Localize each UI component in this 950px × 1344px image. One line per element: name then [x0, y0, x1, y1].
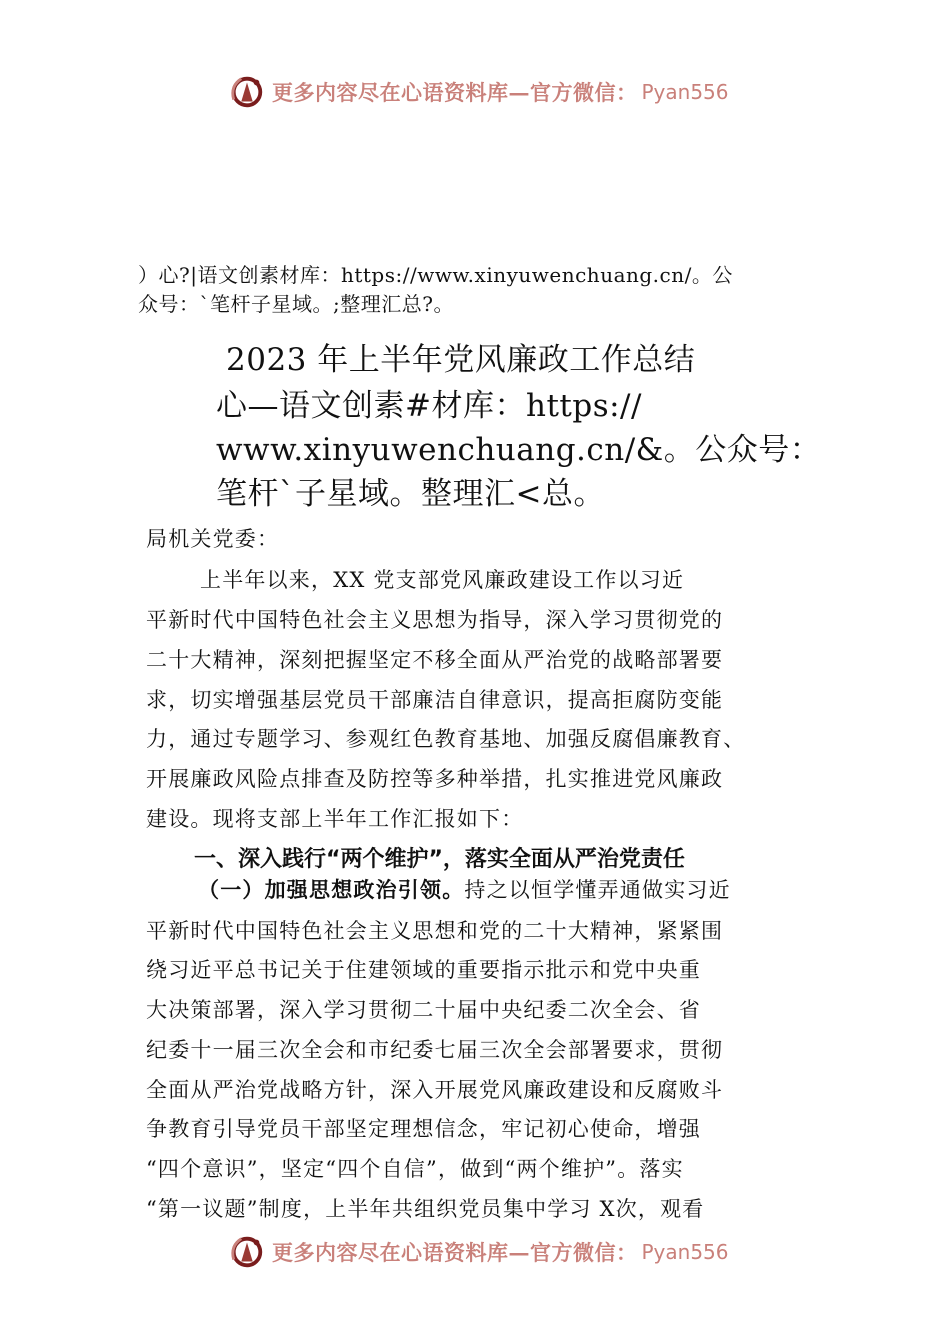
- logo-icon: [228, 73, 266, 111]
- intro-line: 开展廉政风险点排查及防控等多种举措，扎实推进党风廉政: [146, 767, 724, 791]
- title-line-3: www.xinyuwenchuang.cn/&。公众号：: [216, 432, 822, 468]
- section-line: 争教育引导党员干部坚定理想信念，牢记初心使命，增强: [146, 1117, 701, 1141]
- intro-line: 力，通过专题学习、参观红色教育基地、加强反腐倡廉教育、: [146, 727, 746, 751]
- sub-heading: （一）加强思想政治引领。: [198, 878, 465, 902]
- title-line-4: 笔杆`子星域。整理汇<总。: [216, 476, 605, 512]
- source-note-line-2: 众号：`笔杆子星域。;整理汇总?。: [138, 292, 454, 316]
- header-banner: [228, 72, 729, 112]
- section-heading: 一、深入践行“两个维护”，落实全面从严治党责任: [194, 847, 685, 872]
- section-line: 绕习近平总书记关于住建领域的重要指示批示和党中央重: [146, 958, 701, 982]
- section-line: 平新时代中国特色社会主义思想和党的二十大精神，紧紧围: [146, 919, 724, 943]
- logo-icon: [228, 1233, 266, 1271]
- intro-line: 建设。现将支部上半年工作汇报如下：: [146, 807, 524, 831]
- title-line-2: 心—语文创素#材库：https://: [216, 388, 642, 424]
- intro-line: 求，切实增强基层党员干部廉洁自律意识，提高拒腐防变能: [146, 688, 724, 712]
- footer-banner: [228, 1232, 729, 1272]
- intro-line: 上半年以来，XX 党支部党风廉政建设工作以习近: [200, 568, 685, 592]
- section-line: 全面从严治党战略方针，深入开展党风廉政建设和反腐败斗: [146, 1078, 724, 1102]
- banner-wechat-id: Pyan556: [641, 1240, 729, 1264]
- source-note-line-1: ）心?|语文创素材库：https://www.xinyuwenchuang.cn/。公: [138, 263, 733, 287]
- section-line: “第一议题”制度，上半年共组织党员集中学习 X次，观看: [146, 1197, 705, 1221]
- section-line: 大决策部署，深入学习贯彻二十届中央纪委二次全会、省: [146, 998, 701, 1022]
- banner-wechat-id: Pyan556: [641, 80, 729, 104]
- banner-text: 更多内容尽在心语资料库—官方微信：: [272, 1240, 638, 1265]
- intro-line: 平新时代中国特色社会主义思想为指导，深入学习贯彻党的: [146, 608, 724, 632]
- section-first-line: [198, 874, 731, 904]
- sub-heading-continuation: 持之以恒学懂弄通做实习近: [464, 878, 731, 902]
- intro-line: 二十大精神，深刻把握坚定不移全面从严治党的战略部署要: [146, 648, 724, 672]
- document-title: 2023 年上半年党风廉政工作总结: [226, 342, 696, 378]
- section-line: “四个意识”，坚定“四个自信”，做到“两个维护”。落实: [146, 1157, 684, 1181]
- salutation: 局机关党委：: [146, 527, 280, 551]
- banner-text: 更多内容尽在心语资料库—官方微信：: [272, 80, 638, 105]
- section-line: 纪委十一届三次全会和市纪委七届三次全会部署要求，贯彻: [146, 1038, 724, 1062]
